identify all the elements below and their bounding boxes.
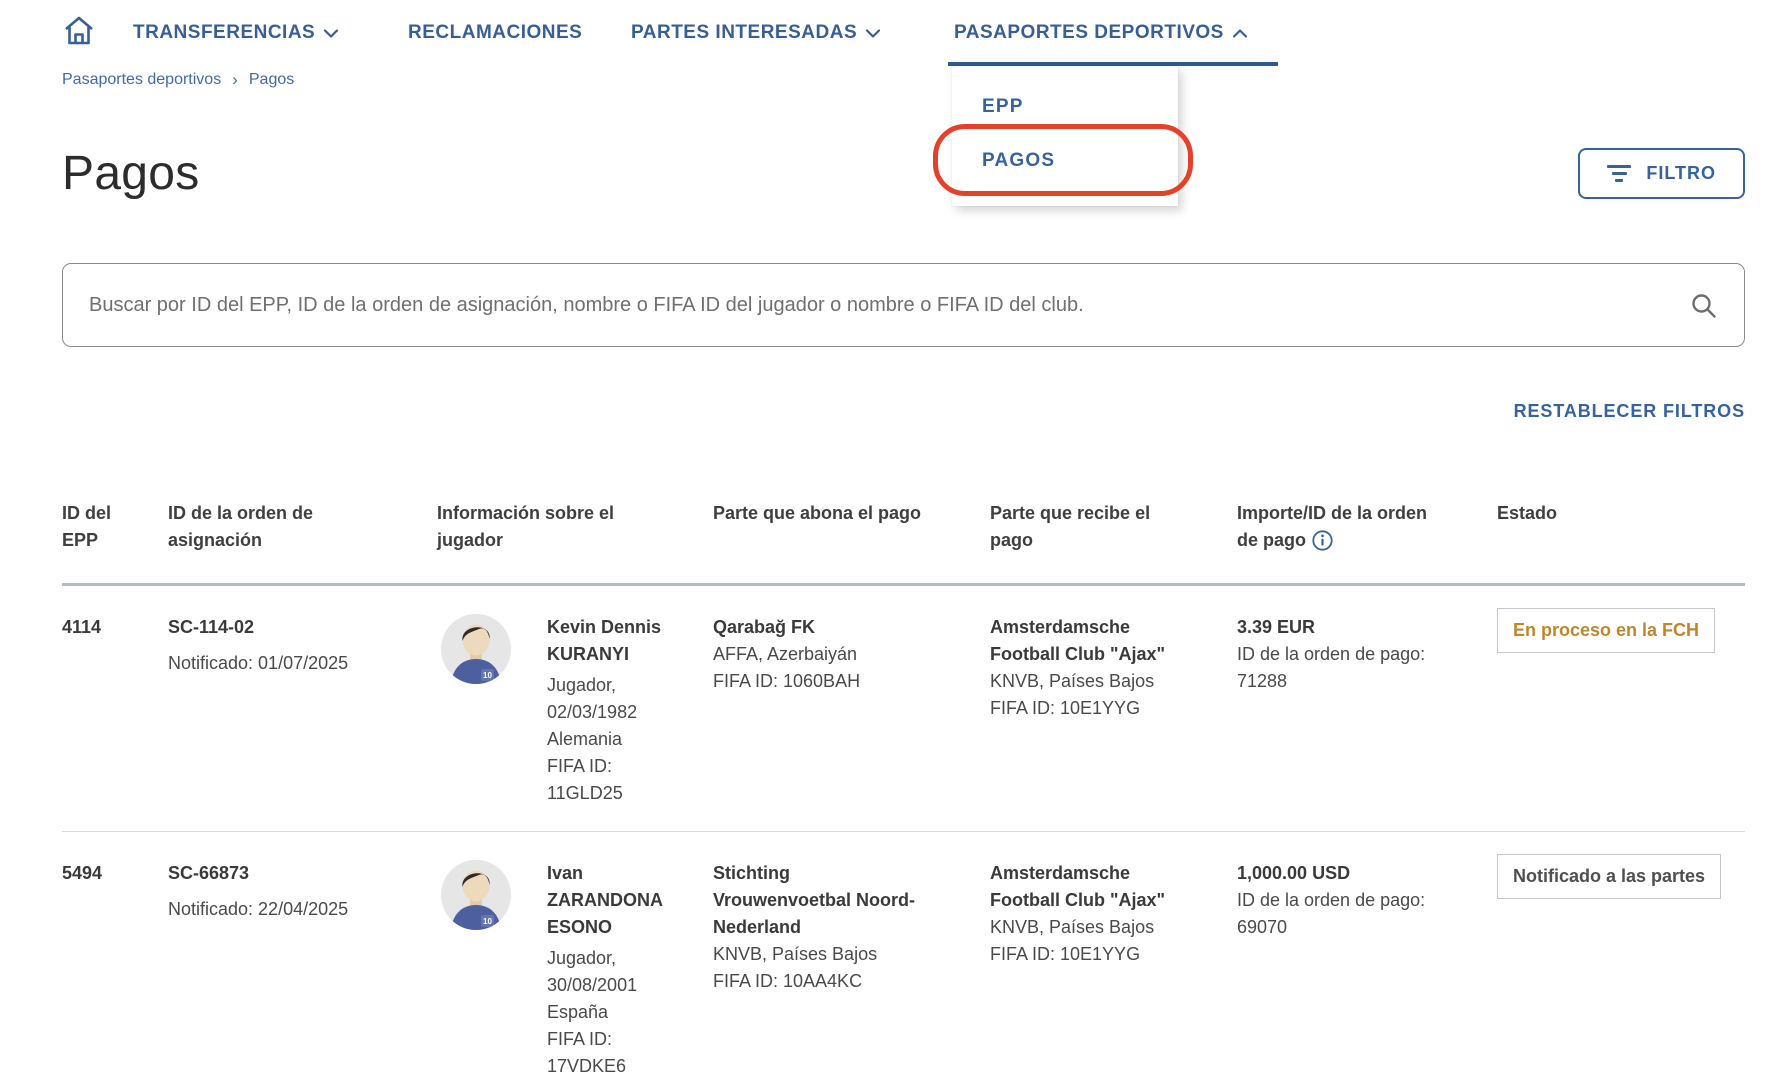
cell-amount [1237, 614, 1463, 807]
nav-label: PASAPORTES DEPORTIVOS [954, 22, 1224, 43]
paying-party-fifa-id: FIFA ID: 1060BAH [713, 671, 861, 691]
header-paying-party: Parte que abona el pago [713, 503, 922, 523]
menu-item-pagos[interactable]: PAGOS [982, 150, 1056, 171]
cell-assignment-order [168, 860, 437, 1080]
player-detail: Jugador, 02/03/1982 [547, 675, 638, 722]
filter-button-label: FILTRO [1646, 163, 1716, 183]
assignment-order-id: SC-66873 [168, 863, 250, 883]
payment-order-id: ID de la orden de pago: 69070 [1237, 890, 1426, 937]
epp-id: 4114 [62, 617, 102, 637]
cell-amount [1237, 860, 1463, 1080]
cell-epp-id [62, 614, 168, 807]
cell-status [1497, 860, 1745, 1080]
player-detail: FIFA ID: 11GLD25 [547, 756, 623, 803]
nav-label: TRANSFERENCIAS [133, 22, 316, 43]
header-assignment-order-id: ID de la orden de asignación [168, 503, 314, 550]
pasaportes-dropdown-menu [952, 66, 1178, 206]
player-detail: Jugador, 30/08/2001 [547, 948, 638, 995]
nav-label: RECLAMACIONES [408, 22, 583, 43]
player-name: Ivan ZARANDONA ESONO [547, 863, 663, 937]
cell-player-info [437, 614, 713, 807]
nav-item-pasaportes-deportivos[interactable] [954, 22, 1247, 44]
cell-assignment-order [168, 614, 437, 807]
cell-paying-party [713, 860, 921, 1080]
paying-party-name: Stichting Vrouwenvoetbal Noord-Nederland [713, 863, 916, 937]
player-name: Kevin Dennis KURANYI [547, 617, 662, 664]
header-amount-payment-order [1237, 500, 1445, 559]
breadcrumb-pasaportes[interactable]: Pasaportes deportivos [62, 71, 222, 88]
header-epp-id: ID del EPP [62, 503, 112, 550]
search-icon[interactable] [1690, 292, 1717, 324]
search-input[interactable] [62, 263, 1745, 347]
player-detail: FIFA ID: 17VDKE6 [547, 1029, 627, 1076]
table-row[interactable] [62, 832, 1745, 1086]
notified-date: Notificado: 22/04/2025 [168, 899, 349, 919]
table-header-row [62, 500, 1745, 586]
paying-party-name: Qarabağ FK [713, 617, 816, 637]
table-row[interactable] [62, 586, 1745, 832]
cell-player-info [437, 860, 713, 1080]
assignment-order-id: SC-114-02 [168, 617, 255, 637]
player-detail: Alemania [547, 729, 623, 749]
page-title: Pagos [62, 147, 200, 200]
notified-date: Notificado: 01/07/2025 [168, 653, 349, 673]
paying-party-association: KNVB, Países Bajos [713, 944, 878, 964]
player-detail: España [547, 1002, 609, 1022]
svg-text:10: 10 [483, 917, 492, 926]
paying-party-association: AFFA, Azerbaiyán [713, 644, 858, 664]
receiving-party-fifa-id: FIFA ID: 10E1YYG [990, 698, 1141, 718]
nav-label: PARTES INTERESADAS [631, 22, 858, 43]
payment-amount: 3.39 EUR [1237, 617, 1316, 637]
header-receiving-party: Parte que recibe el pago [990, 503, 1151, 550]
status-badge: En proceso en la FCH [1497, 608, 1715, 653]
receiving-party-name: Amsterdamsche Football Club "Ajax" [990, 617, 1166, 664]
receiving-party-fifa-id: FIFA ID: 10E1YYG [990, 944, 1141, 964]
cell-status [1497, 614, 1745, 807]
breadcrumb [62, 70, 294, 90]
menu-item-epp[interactable]: EPP [982, 96, 1024, 117]
cell-paying-party [713, 614, 921, 807]
home-button[interactable] [62, 14, 96, 53]
nav-item-partes-interesadas[interactable] [631, 22, 880, 44]
breadcrumb-separator: › [232, 70, 238, 89]
header-player-info: Información sobre el jugador [437, 503, 615, 550]
payments-table [62, 500, 1745, 1086]
cell-receiving-party [990, 860, 1176, 1080]
filter-button[interactable] [1578, 148, 1745, 199]
receiving-party-association: KNVB, Países Bajos [990, 671, 1155, 691]
nav-item-reclamaciones[interactable] [408, 22, 582, 44]
payment-order-id: ID de la orden de pago: 71288 [1237, 644, 1426, 691]
cell-receiving-party [990, 614, 1176, 807]
receiving-party-association: KNVB, Países Bajos [990, 917, 1155, 937]
home-icon [62, 35, 96, 52]
epp-id: 5494 [62, 863, 103, 883]
chevron-down-icon [324, 22, 338, 44]
receiving-party-name: Amsterdamsche Football Club "Ajax" [990, 863, 1166, 910]
paying-party-fifa-id: FIFA ID: 10AA4KC [713, 971, 863, 991]
cell-epp-id [62, 860, 168, 1080]
svg-text:10: 10 [483, 671, 492, 680]
player-avatar [441, 860, 511, 930]
player-avatar [441, 614, 511, 684]
info-icon[interactable] [1312, 530, 1333, 559]
header-status: Estado [1497, 503, 1558, 523]
nav-item-transferencias[interactable] [133, 22, 338, 44]
chevron-down-icon [866, 22, 880, 44]
breadcrumb-pagos[interactable]: Pagos [248, 71, 295, 88]
chevron-up-icon [1233, 22, 1247, 44]
filter-icon [1607, 165, 1631, 182]
header-amount-label: Importe/ID de la orden de pago [1237, 503, 1428, 550]
reset-filters-link[interactable]: RESTABLECER FILTROS [1513, 401, 1745, 421]
status-badge: Notificado a las partes [1497, 854, 1721, 899]
payment-amount: 1,000.00 USD [1237, 863, 1351, 883]
